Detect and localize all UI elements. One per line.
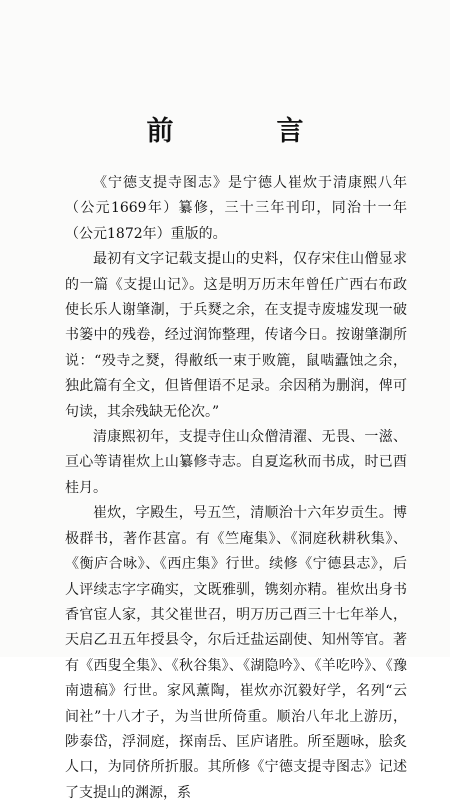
paragraph: 《宁德支提寺图志》是宁德人崔炊于清康熙八年（公元1669年）纂修，三十三年刊印，同治十一年（公元1872年）重版的。 (65, 175, 407, 242)
paragraph: 崔炊，字殿生，号五竺，清顺治十六年岁贡生。博极群书，著作甚富。有《竺庵集》、《洞庭秋耕秋集》、《衡庐合咏》、《西庄集》行世。续修《宁德县志》，后人评续志字字确实，文既雅驯，镌刻亦精。崔炊出身书香官宦人家，其父崔世召，明万历己酉三十七年举人，天启乙丑五年授县令，尔后迁盐运副使、知州等官。著有《西叟全集》、《秋谷集》、《湖隐吟》、《羊吃吟》、《豫南遗稿》行世。家风薰陶，崔炊亦沉毅好学，名列“云间社”十八才子，为当世所倚重。顺治八年北上游历，陟泰岱，浮洞庭，探南岳、匡庐诸胜。所至题咏，脍炙人口，为同侪所折服。其所修《宁德支提寺图志》记述了支提山的渊源，系 (65, 505, 407, 801)
paragraph: 最初有文字记载支提山的史料，仅存宋住山僧显求的一篇《支提山记》。这是明万历末年曾任广西右布政使长乐人谢肇淛，于兵燹之余，在支提寺废墟发现一破书篓中的残卷，经过润饰整理，传诸今日。按谢肇淛所说：“殁寺之燹，得敝纸一束于败簏，鼠啮蠹蚀之余，独此篇有全文，但皆俚语不足录。余因稍为删润，俾可句读，其余残缺无伦次。” (65, 251, 407, 420)
paragraph: 清康熙初年，支提寺住山众僧清濯、无畏、一滋、亘心等请崔炊上山纂修寺志。自夏迄秋而书成，时已酉桂月。 (65, 429, 407, 496)
page-title: 前 言 (146, 116, 342, 147)
body-text (65, 171, 407, 806)
